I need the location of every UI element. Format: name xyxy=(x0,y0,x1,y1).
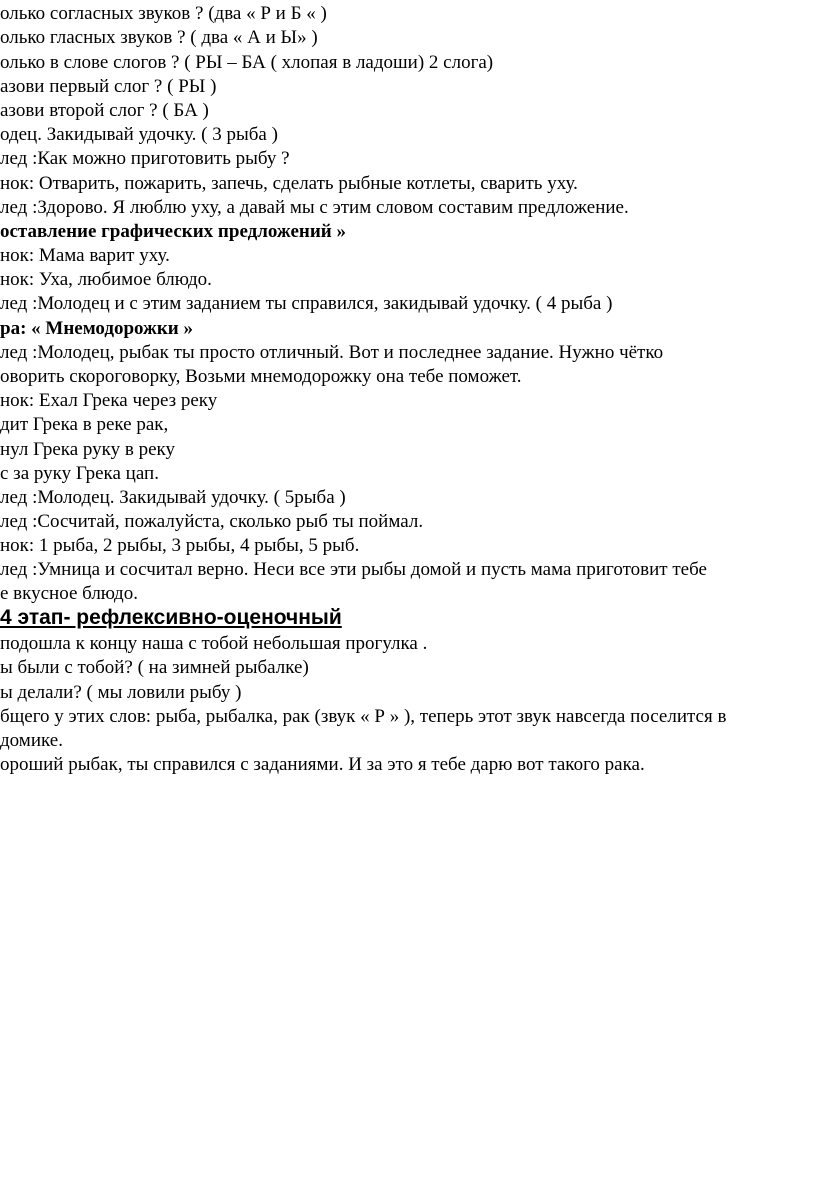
text-line: ороший рыбак, ты справился с заданиями. И за это я тебе дарю вот такого рака. xyxy=(0,754,645,775)
text-line: с за руку Грека цап. xyxy=(0,463,159,484)
text-line: подошла к концу наша с тобой небольшая прогулка . xyxy=(0,633,428,654)
text-line: нок: Мама варит уху. xyxy=(0,245,170,266)
text-line: нок: Ехал Грека через реку xyxy=(0,390,218,411)
text-line: олько согласных звуков ? (два « Р и Б « ) xyxy=(0,3,327,24)
text-line: домике. xyxy=(0,730,63,751)
text-line: нул Грека руку в реку xyxy=(0,439,175,460)
text-line: лед :Молодец, рыбак ты просто отличный. Вот и последнее задание. Нужно чётко xyxy=(0,342,664,363)
text-line: ы делали? ( мы ловили рыбу ) xyxy=(0,682,242,703)
text-line: нок: Отварить, пожарить, запечь, сделать рыбные котлеты, сварить уху. xyxy=(0,173,578,194)
text-line: ы были с тобой? ( на зимней рыбалке) xyxy=(0,657,309,678)
text-line: лед :Как можно приготовить рыбу ? xyxy=(0,148,290,169)
text-line: азови второй слог ? ( БА ) xyxy=(0,100,209,121)
stage-heading: 4 этап- рефлексивно-оценочный xyxy=(0,606,342,629)
text-line: лед :Молодец и с этим заданием ты справился, закидывай удочку. ( 4 рыба ) xyxy=(0,293,613,314)
text-line: нок: Уха, любимое блюдо. xyxy=(0,269,212,290)
text-line: лед :Умница и сосчитал верно. Неси все эти рыбы домой и пусть мама приготовит тебе xyxy=(0,559,707,580)
text-line: лед :Сосчитай, пожалуйста, сколько рыб ты поймал. xyxy=(0,511,424,532)
text-line: лед :Молодец. Закидывай удочку. ( 5рыба ) xyxy=(0,487,346,508)
text-line: бщего у этих слов: рыба, рыбалка, рак (звук « Р » ), теперь этот звук навсегда поселится в xyxy=(0,706,727,727)
text-line: одец. Закидывай удочку. ( 3 рыба ) xyxy=(0,124,278,145)
text-line: азови первый слог ? ( РЫ ) xyxy=(0,76,217,97)
text-line: лед :Здорово. Я люблю уху, а давай мы с этим словом составим предложение. xyxy=(0,197,629,218)
text-line: олько гласных звуков ? ( два « А и Ы» ) xyxy=(0,27,318,48)
text-line: дит Грека в реке рак, xyxy=(0,414,169,435)
section-title: ра: « Мнемодорожки » xyxy=(0,318,193,339)
text-line: олько в слове слогов ? ( РЫ – БА ( хлопая в ладоши) 2 слога) xyxy=(0,52,494,73)
text-line: е вкусное блюдо. xyxy=(0,583,138,604)
text-line: оворить скороговорку, Возьми мнемодорожку она тебе поможет. xyxy=(0,366,522,387)
section-title: оставление графических предложений » xyxy=(0,221,346,242)
text-line: нок: 1 рыба, 2 рыбы, 3 рыбы, 4 рыбы, 5 рыб. xyxy=(0,535,360,556)
